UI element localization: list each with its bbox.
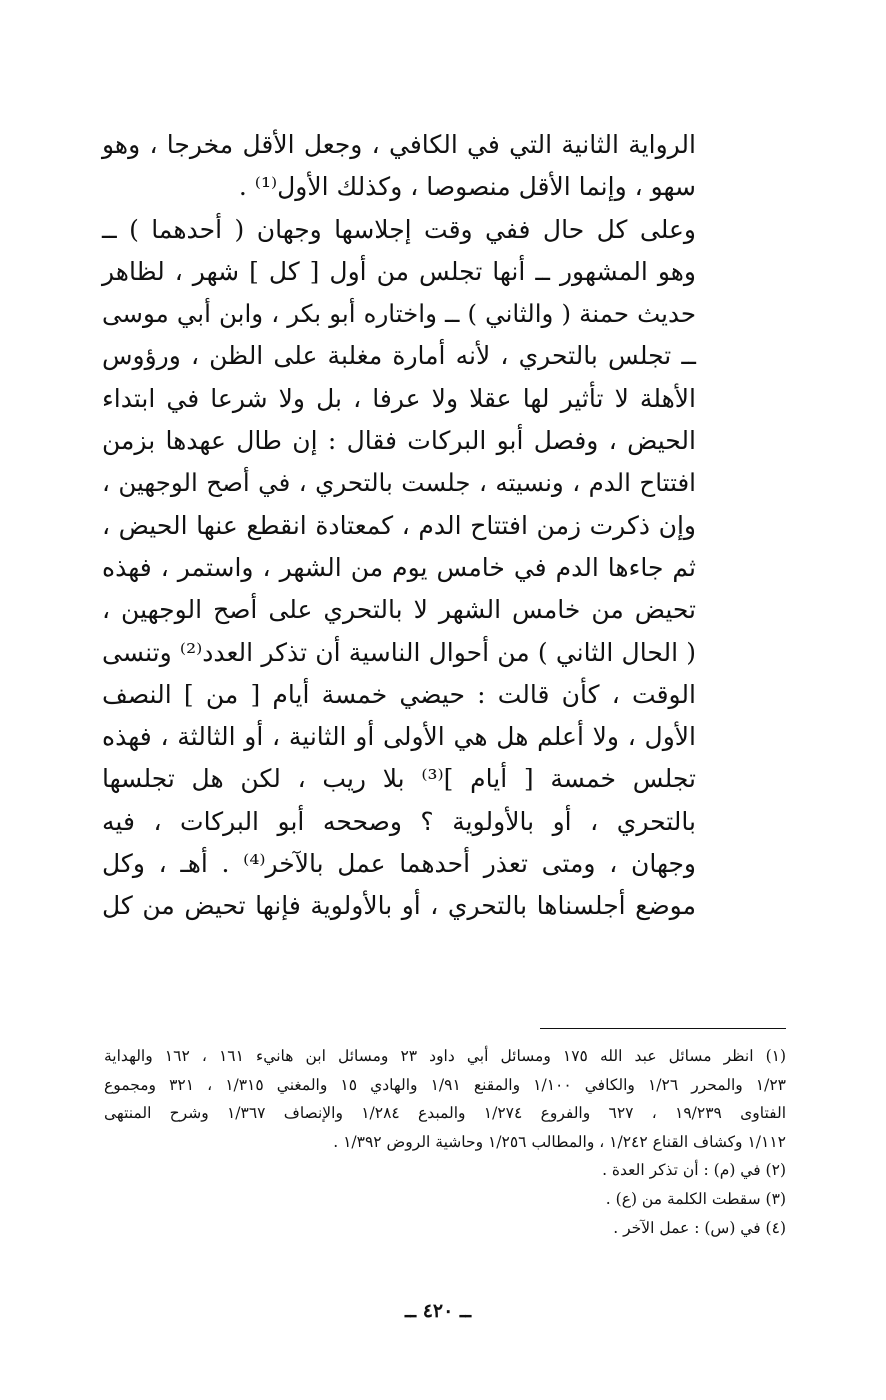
footnote-line: (٢) في (م) : أن تذكر العدة .: [602, 1161, 786, 1180]
text-line: ــ تجلس بالتحري ، لأنه أمارة مغلبة على الظن ، ورؤوس: [102, 341, 696, 371]
footnote-line: (٣) سقطت الكلمة من (ع) .: [605, 1189, 786, 1208]
text-line: وإن ذكرت زمن افتتاح الدم ، كمعتادة انقطع عنها الحيض ،: [102, 510, 696, 540]
text-line: الحيض ، وفصل أبو البركات فقال : إن طال عهدها بزمن: [102, 426, 696, 456]
text-line: وهو المشهور ــ أنها تجلس من أول [ كل ] شهر ، لظاهر: [102, 256, 696, 286]
text-line: تحيض من خامس الشهر لا بالتحري على أصح الوجهين ،: [102, 595, 696, 625]
footnote-line: (٤) في (س) : عمل الآخر .: [613, 1218, 786, 1237]
footnotes-block: [104, 1042, 786, 1242]
text-line: حديث حمنة ( والثاني ) ــ واختاره أبو بكر ، وابن أبي موسى: [102, 299, 696, 329]
text-line: الرواية الثانية التي في الكافي ، وجعل الأقل مخرجا ، وهو: [102, 130, 696, 159]
text-line: وعلى كل حال ففي وقت إجلاسها وجهان ( أحدهما ) ــ: [102, 214, 696, 244]
text-line: تجلس خمسة [ أيام ]⁽³⁾ بلا ريب ، لكن هل تجلسها: [102, 764, 696, 794]
text-line: افتتاح الدم ، ونسيته ، جلست بالتحري ، في أصح الوجهين ،: [102, 468, 696, 498]
main-text-block: [102, 124, 696, 928]
footnote-line: ١/٢٣ والمحرر ١/٢٦ والكافي ١/١٠٠ والمقنع ١/٩١ والهادي ١٥ والمغني ١/٣١٥ ، ٣٢١ ومجموع: [104, 1075, 786, 1094]
text-line: ثم جاءها الدم في خامس يوم من الشهر ، واستمر ، فهذه: [102, 552, 696, 582]
text-line: ( الحال الثاني ) من أحوال الناسية أن تذكر العدد⁽²⁾ وتنسى: [102, 637, 696, 667]
footnote-separator: [540, 1028, 786, 1029]
text-line: موضع أجلسناها بالتحري ، أو بالأولوية فإنها تحيض من كل: [102, 891, 696, 921]
footnote-line: الفتاوى ١٩/٢٣٩ ، ٦٢٧ والفروع ١/٢٧٤ والمبدع ١/٢٨٤ والإنصاف ١/٣٦٧ وشرح المنتهى: [104, 1104, 787, 1123]
footnote-line: (١) انظر مسائل عبد الله ١٧٥ ومسائل أبي داود ٢٣ ومسائل ابن هانيء ١٦١ ، ١٦٢ والهداية: [104, 1047, 787, 1065]
text-line: الوقت ، كأن قالت : حيضي خمسة أيام [ من ] النصف: [102, 679, 696, 709]
text-line: سهو ، وإنما الأقل منصوصا ، وكذلك الأول⁽¹⁾ .: [238, 172, 696, 202]
page-number-label: ــ ٤٢٠ ــ: [404, 1300, 472, 1322]
page-number: [0, 1300, 886, 1322]
footnote-line: ١/١١٢ وكشاف القناع ١/٢٤٢ ، والمطالب ١/٢٥٦ وحاشية الروض ١/٣٩٢ .: [333, 1132, 786, 1151]
text-line: بالتحري ، أو بالأولوية ؟ وصححه أبو البركات ، فيه: [102, 806, 696, 836]
text-line: وجهان ، ومتى تعذر أحدهما عمل بالآخر⁽⁴⁾ . أهـ ، وكل: [102, 849, 696, 879]
text-line: الأهلة لا تأثير لها عقلا ولا عرفا ، بل ولا شرعا في ابتداء: [102, 383, 696, 413]
text-line: الأول ، ولا أعلم هل هي الأولى أو الثانية ، أو الثالثة ، فهذه: [102, 722, 696, 752]
